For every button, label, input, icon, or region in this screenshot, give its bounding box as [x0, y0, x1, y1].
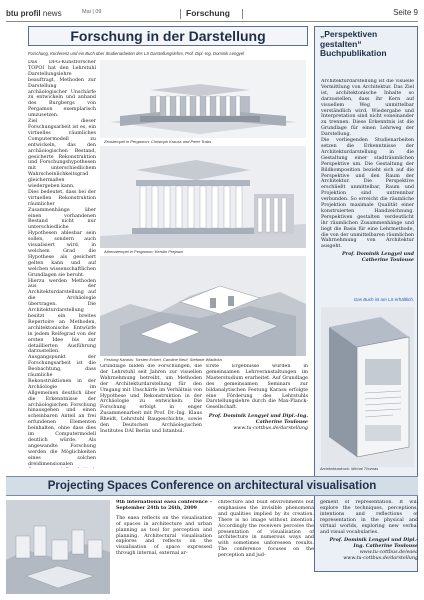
sidebar-signature: Prof. Dominik Lengyel und Catherine Toulouse	[341, 251, 414, 264]
conference-image	[6, 500, 110, 594]
article-subtitle: Forschung, Konferenz und ein Buch über Studienarbeiten des LS Darstellungslehre, Prof. Dipl.-Ing. Dominik Lengyel	[28, 51, 245, 56]
conference-column-2	[218, 500, 314, 596]
conference-url-eaea[interactable]: www.tu-cottbus.de/eaea	[359, 550, 418, 556]
conference-title-band	[6, 477, 418, 496]
header-divider	[180, 9, 181, 19]
sidebar-paragraph: Die vorliegenden Studienarbeiten setzen die Erkenntnisse der Architekturdarstellung in die Gestaltung einer stadträumlichen Perspektive um. Die Gestaltung der Bildkomposition bezieht sich auf die Perspektive und den Raum der Architektur. Die Perspektive erschließt unmittelbar, Raum und Projektion sind untrennbar verbunden. So erreicht die räumliche Projektion maximale Qualität einer konstruierten Handzeichnung. Perspektiven gestalten verdeutlicht ihr räumlichen Zusammenhänge und liegt die Basis für eine Lehrmethode, die von der unmittelbaren räumlichen Wahrnehmung von Architektur ausgeht.	[321, 138, 414, 250]
book-caption: Architekturdruck: Michal Thomas	[320, 466, 379, 471]
sidebar-availability: Das Buch ist am LS erhältlich.	[353, 297, 414, 302]
article-paragraph: Grundlage bilden die Forschungen, die der Lehrstuhl seit Jahren zur visuellen Wahrnehmung betreibt, um Methoden der Architekturdarstellung für den Umgang mit Unschärfe im Verhältnis von Hypothese und Rekonstruktion in der Archäologie zu entwickeln. Die Forschung erfolgt in enger Zusammenarbeit mit Prof. Dr.-Ing. Klaus Rheidt, Lehrstuhl Baugeschichte, sowie den Deutschen Archäologischen Institutes DAI Berlin und Istanbul.	[100, 364, 202, 434]
conference-lead: 9th international eaea conference – September 24th to 26th, 2009	[116, 500, 212, 511]
section-title: Forschung	[186, 8, 230, 18]
conference-signature: Prof. Dominik Lengyel und Dipl.-Ing. Catherine Toulouse	[329, 537, 418, 550]
festung-image	[100, 256, 306, 356]
article-paragraph: Ziel dieser Forschungsarbeit ist es, ein virtuelles räumliches Computermodell zu entwickeln, das den archäologischen Bestand, gesicherte Rekonstruktion und Forschungshypothesen mit unterschiedlichem Wahrscheinlichkeitsgrad gleichermaßen wiedergeben kann.	[28, 119, 96, 190]
conference-paragraph: gement of representation. It will explore the techniques, perceptions, intentions and reflections of representation in the physical and virtual worlds, exploring new verbal and visual vocabularies.	[320, 500, 418, 535]
conference-url-darstellung[interactable]: www.tu-cottbus.de/darstellung	[343, 556, 418, 562]
article-column-3	[206, 364, 308, 468]
athenatempel-caption: Athenatempel in Pergamon: Kerstin Prejawa	[104, 249, 183, 254]
sidebar-text	[321, 79, 414, 295]
header-divider	[242, 9, 243, 19]
brand-logo: btu profil news	[6, 9, 62, 18]
page-number: Seite 9	[393, 8, 418, 17]
sidebar-title: „Perspektiven gestalten“ Buchpublikation	[320, 29, 387, 58]
article-paragraph: Dies bedeutet, dass bei der virtuellen Rekonstruktion räumlicher Zusammenhänge über einen vorhandenen Bestand nicht nur unterschiedliche Hypothesen ablesbar sein sollen, sondern auch visualisiert wird, in welchem Grad die Hypothese als gesichert gelten kann und auf welchen wissenschaftlichen Grundlagen sie beruht.	[28, 189, 96, 278]
article-paragraph: Erste Ergebnisse wurden in gemeinsamen Lehrveranstaltungen im Masterstudium erarbeitet. Auf Grundlage des gemeinsamen Seminars zur bildanalytischen Festung Karasu erfolgte eine Förderung des Lehrstuhls Darstellungslehre durch die Max-Planck-Gesellschaft.	[206, 364, 308, 411]
zeustempel-image	[100, 60, 306, 138]
article-title-box	[28, 26, 308, 46]
sidebar-paragraph: Architekturdarstellung ist die visuelle Vermittlung von Architektur. Das Ziel ist, architektonische Inhalte so darzustellen, dass ihr Kern auf visuellem Weg unmittelbar verständlich wird. Wiedergabe und Interpretation sind nicht voneinander zu trennen. Diese Erkenntnis ist die Grundlage für einen Lehrweg der Darstellung.	[321, 79, 414, 138]
article-title: Forschung in der Darstellung	[70, 28, 266, 44]
issue-date: Mai | 09	[82, 9, 102, 15]
article-paragraph: Das DFG-Kunstforscher TOPOI hat den Lehrstuhl Darstellungslehre beauftragt, Methoden zur Darstellung archäologischer Unschärfe zu entwickeln und anhand des Burgbergs von Pergamon exemplarisch umzusetzen.	[28, 60, 96, 119]
article-signature: Prof. Dominik Lengyel und Dipl.-Ing. Catherine Toulouse	[208, 413, 308, 426]
article-column-1	[28, 60, 96, 468]
article-url[interactable]: www.tu-cottbus.de/darstellung	[233, 426, 308, 432]
article-paragraph: Hierzu werden Methoden aus der Architekturdarstellung auf die Archäologie übertragen. Die Architekturdarstellung besitzt ein breites Repertoire an Methoden, architektonische Entwürfe in jedem Reifegrad von der ersten Idee bis zur detaillierten Ausführung darzustellen.	[28, 278, 96, 355]
article-column-2	[100, 364, 202, 468]
conference-title: Projecting Spaces Conference on architectural visualisation	[47, 480, 377, 492]
festung-caption: Festung Karasis: Torsten Eckert, Caroline Neuf, Stefanie Wladicka	[104, 357, 222, 362]
athenatempel-image	[100, 146, 306, 248]
conference-paragraph: chitecture and built environments but emphasises the invisible phenomena and qualities implied by its creation. There is no image without intention. Accordingly the receivers perceive the presentation of visualisation of architecture in numerous ways and with sometimes unforeseen results. The conference focuses on the perception and jud-	[218, 500, 314, 559]
conference-column-1	[116, 500, 212, 596]
conference-paragraph: The eaea reflects on the visualisation of spaces in architecture and urban planning as tool for perception and planning. Architectural visualisation explores and reflects on the visualisation of space expressed through internal, external ar-	[116, 515, 212, 557]
conference-column-3	[320, 500, 418, 596]
page-header	[6, 6, 418, 22]
article-paragraph: Ausgangspunkt der Forschungsarbeit ist die Beobachtung, dass räumliche Rekonstruktionen in der Archäologie im Allgemeinen deutlich über die Erkenntnisse der archäologischen Forschung hinausgehen und einen scheinbaren Anteil an frei erfundenen Elementen beinhalten, ohne dass dies im Computermodell deutlich würde. Als angewandte Forschung werden die Möglichkeiten eines solchen dreidimensionalen	[28, 355, 96, 467]
book-image	[321, 307, 414, 467]
zeustempel-caption: Zeustempel in Pergamon: Christoph Krauss und Peter Trabs	[104, 139, 212, 144]
